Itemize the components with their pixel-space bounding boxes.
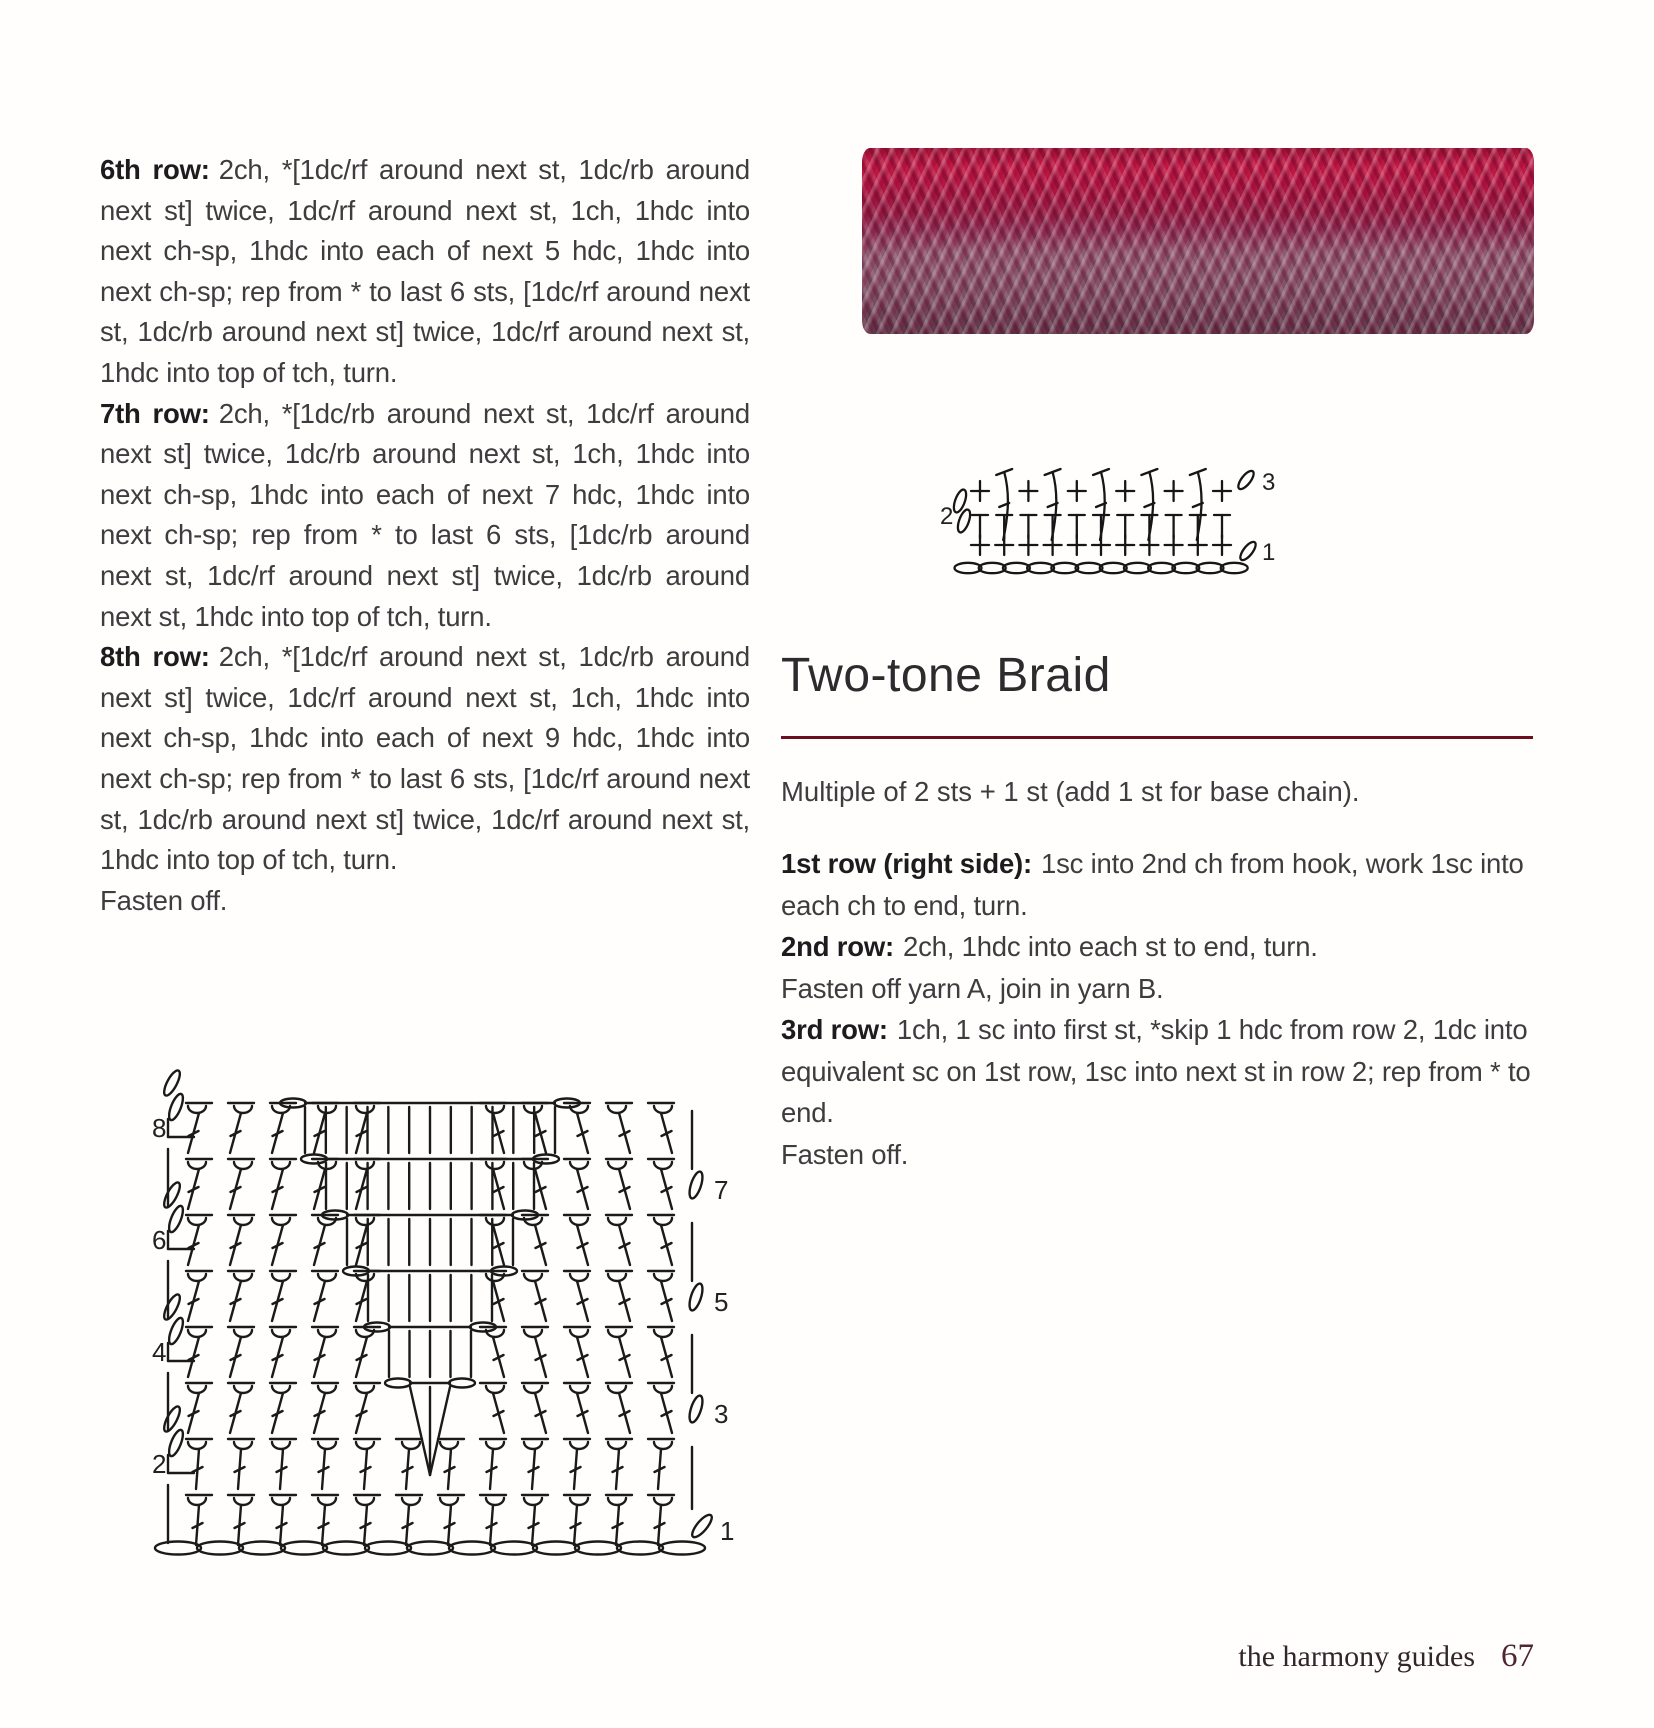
heading-rule	[781, 736, 1533, 739]
fasten-yarn-line: Fasten off yarn A, join in yarn B.	[781, 972, 1164, 1004]
two-tone-braid-stitch-diagram	[928, 418, 1278, 586]
row-3-text: 1ch, 1 sc into first st, *skip 1 hdc from row 2, 1dc into equivalent sc on 1st row, 1sc into next st in row 2; rep from * to end.	[781, 1014, 1531, 1128]
row-8-label: 8th row:	[100, 641, 210, 673]
post-stitch-chart-diagram	[146, 1040, 750, 1580]
row-8-text: 2ch, *[1dc/rf around next st, 1dc/rb around next st] twice, 1dc/rf around next st, 1ch, 1hdc into next ch-sp, 1hdc into each of next 9 hdc, 1hdc into next ch-sp; rep from * to last 6 sts, [1dc/rf around next st, 1dc/rb around next st] twice, 1dc/rf around next st, 1hdc into top of tch, turn.	[100, 641, 750, 876]
fasten-off-right: Fasten off.	[781, 1138, 909, 1170]
row-2-paragraph	[781, 926, 1537, 968]
footer-title: the harmony guides	[1238, 1640, 1475, 1673]
row-7-paragraph	[100, 394, 750, 638]
row-6-text: 2ch, *[1dc/rf around next st, 1dc/rb around next st] twice, 1dc/rf around next st, 1ch, 1hdc into next ch-sp, 1hdc into each of next 5 hdc, 1hdc into next ch-sp; rep from * to last 6 sts, [1dc/rf around next st, 1dc/rb around next st] twice, 1dc/rf around next st, 1hdc into top of tch, turn.	[100, 154, 750, 388]
row-2-text: 2ch, 1hdc into each st to end, turn.	[902, 931, 1318, 962]
row-1-text: 1sc into 2nd ch from hook, work 1sc into each ch to end, turn.	[781, 848, 1524, 921]
two-tone-braid-photo	[862, 148, 1534, 334]
row-3-paragraph	[781, 1009, 1537, 1134]
svg-text:3: 3	[714, 1399, 729, 1429]
svg-text:5: 5	[714, 1287, 729, 1317]
row-7-text: 2ch, *[1dc/rb around next st, 1dc/rf around next st] twice, 1dc/rb around next st, 1ch, 1hdc into next ch-sp, 1hdc into each of next 7 hdc, 1hdc into next ch-sp; rep from * to last 6 sts, [1dc/rb around next st, 1dc/rf around next st] twice, 1dc/rb around next st, 1hdc into top of tch, turn.	[100, 397, 750, 632]
right-column-rows	[781, 843, 1537, 1175]
svg-text:8: 8	[152, 1113, 167, 1143]
svg-text:3: 3	[1262, 469, 1276, 496]
row-6-paragraph	[100, 150, 750, 394]
row-3-label: 3rd row:	[781, 1014, 888, 1045]
left-column	[100, 150, 750, 921]
svg-text:6: 6	[152, 1225, 167, 1255]
svg-text:7: 7	[714, 1175, 729, 1205]
svg-text:1: 1	[720, 1516, 735, 1546]
svg-text:2: 2	[152, 1449, 167, 1479]
row-1-paragraph	[781, 843, 1537, 926]
row-6-label: 6th row:	[100, 154, 210, 185]
svg-text:2: 2	[940, 503, 954, 530]
svg-text:1: 1	[1262, 539, 1276, 566]
row-1-label: 1st row (right side):	[781, 848, 1032, 879]
svg-text:4: 4	[152, 1337, 167, 1367]
row-7-label: 7th row:	[100, 397, 210, 429]
fasten-off-left: Fasten off.	[100, 884, 228, 916]
page-number: 67	[1501, 1638, 1534, 1674]
row-2-label: 2nd row:	[781, 931, 894, 962]
multiple-line: Multiple of 2 sts + 1 st (add 1 st for base chain).	[781, 776, 1360, 807]
row-8-paragraph	[100, 637, 750, 881]
page-footer	[1100, 1638, 1534, 1675]
section-heading: Two-tone Braid	[781, 649, 1111, 702]
